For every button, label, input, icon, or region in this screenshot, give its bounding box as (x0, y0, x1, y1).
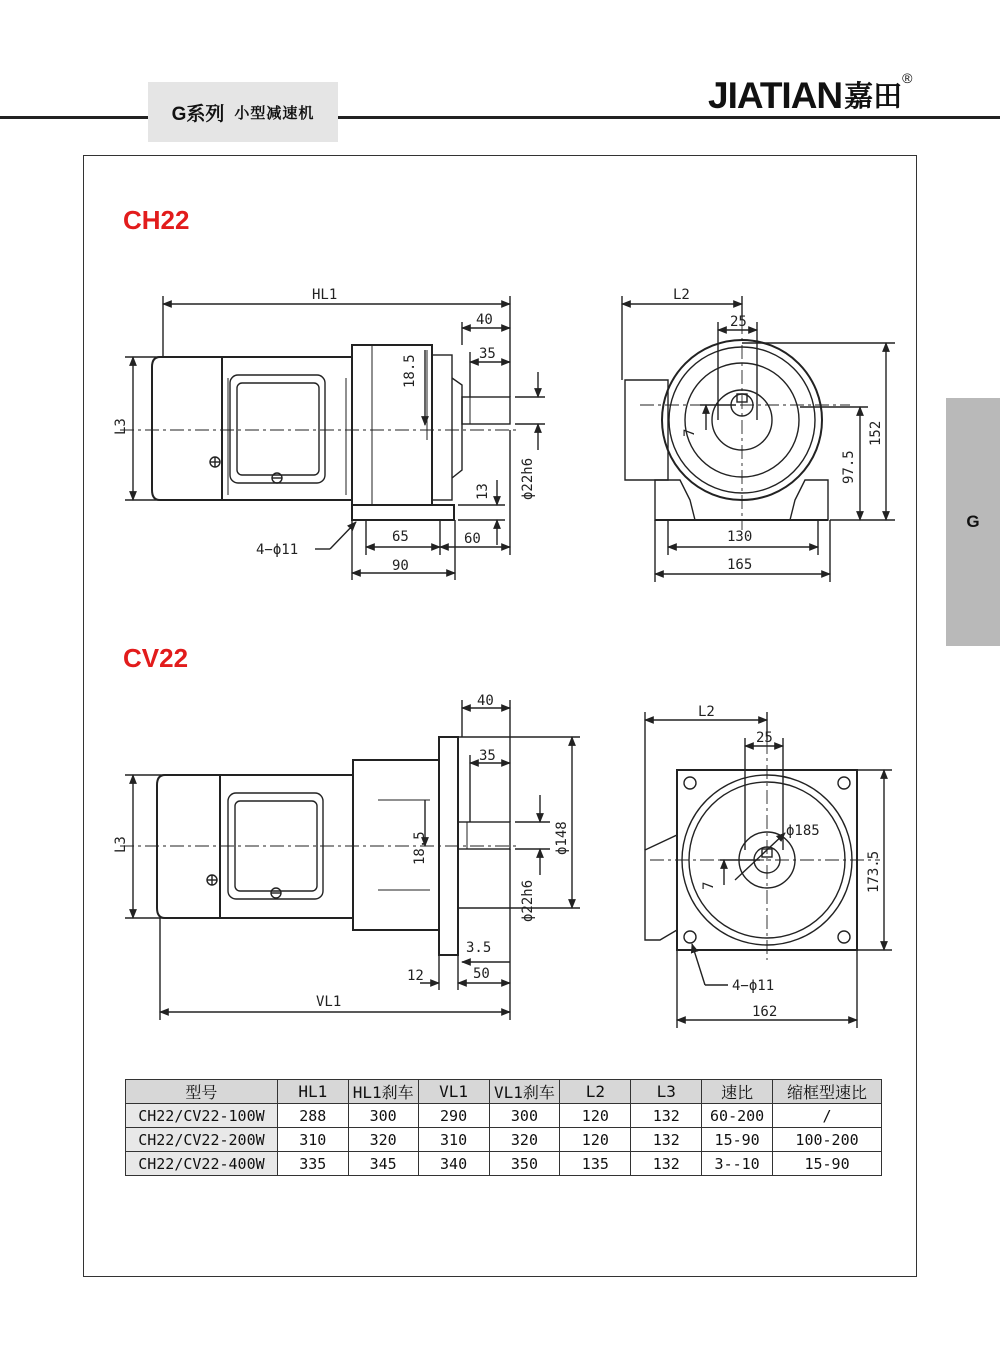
dim-l2: L2 (673, 287, 690, 303)
dim-l2: L2 (698, 704, 715, 720)
dim-13: 13 (475, 483, 491, 500)
table-cell: 3--10 (702, 1152, 773, 1176)
series-name: G系列 (171, 103, 225, 125)
table-cell: 132 (631, 1104, 702, 1128)
dim-7: 7 (701, 881, 717, 890)
table-cell: 310 (418, 1128, 489, 1152)
table-cell: 335 (277, 1152, 348, 1176)
model-title-ch22: CH22 (123, 205, 190, 235)
cv22-side-view (120, 700, 580, 1020)
dim-25: 25 (756, 730, 773, 746)
table-cell: 15-90 (773, 1152, 882, 1176)
dim-vl1: VL1 (316, 994, 342, 1010)
spec-table (125, 1079, 882, 1176)
table-row (126, 1152, 882, 1176)
dim-holes: 4−ϕ11 (256, 542, 299, 558)
dim-l3: L3 (113, 418, 129, 435)
table-cell: 310 (277, 1128, 348, 1152)
table-cell: CH22/CV22-100W (126, 1104, 278, 1128)
section-tab-g[interactable]: G (946, 398, 1000, 646)
table-cell: 300 (348, 1104, 418, 1128)
table-cell: CH22/CV22-400W (126, 1152, 278, 1176)
table-row (126, 1104, 882, 1128)
model-title-cv22: CV22 (123, 643, 189, 673)
table-cell: 100-200 (773, 1128, 882, 1152)
ch22-dimension-labels (113, 287, 884, 574)
dim-162: 162 (752, 1004, 778, 1020)
dim-90: 90 (392, 558, 409, 574)
dim-35: 35 (479, 346, 496, 362)
col-vl1-brake: VL1刹车 (489, 1080, 560, 1104)
table-cell: 320 (348, 1128, 418, 1152)
dim-25: 25 (730, 314, 747, 330)
table-cell: 60-200 (702, 1104, 773, 1128)
col-l3: L3 (631, 1080, 702, 1104)
brand-name-en: JIATIAN (708, 75, 843, 116)
table-cell: 288 (277, 1104, 348, 1128)
table-cell: CH22/CV22-200W (126, 1128, 278, 1152)
col-hl1-brake: HL1刹车 (348, 1080, 418, 1104)
ch22-front-view (622, 296, 895, 582)
table-cell: 132 (631, 1128, 702, 1152)
table-cell: 350 (489, 1152, 560, 1176)
dim-phi148: ϕ148 (554, 821, 570, 855)
table-cell: 345 (348, 1152, 418, 1176)
dim-phi22h6: ϕ22h6 (520, 457, 536, 500)
dim-phi185: ϕ185 (786, 823, 820, 839)
dim-18-5: 18.5 (402, 354, 418, 388)
dim-12: 12 (407, 968, 424, 984)
table-cell: 320 (489, 1128, 560, 1152)
dim-152: 152 (868, 420, 884, 446)
dim-35: 35 (479, 748, 496, 764)
dim-97-5: 97.5 (841, 450, 857, 484)
table-header-row (126, 1080, 882, 1104)
dim-phi22h6: ϕ22h6 (520, 879, 536, 922)
table-row (126, 1128, 882, 1152)
col-l2: L2 (560, 1080, 631, 1104)
dim-50: 50 (473, 966, 490, 982)
table-cell: 120 (560, 1128, 631, 1152)
col-vl1: VL1 (418, 1080, 489, 1104)
table-cell: 340 (418, 1152, 489, 1176)
table-cell: 15-90 (702, 1128, 773, 1152)
col-ratio: 速比 (702, 1080, 773, 1104)
table-cell: 300 (489, 1104, 560, 1128)
table-cell: 132 (631, 1152, 702, 1176)
dim-130: 130 (727, 529, 753, 545)
series-subtitle: 小型减速机 (234, 104, 315, 122)
table-cell: 135 (560, 1152, 631, 1176)
dim-60: 60 (464, 531, 481, 547)
table-cell: 290 (418, 1104, 489, 1128)
col-compact-ratio: 缩框型速比 (773, 1080, 882, 1104)
dim-40: 40 (476, 312, 493, 328)
dim-165: 165 (727, 557, 753, 573)
dim-hl1: HL1 (312, 287, 338, 303)
dim-3-5: 3.5 (466, 940, 492, 956)
table-cell: 120 (560, 1104, 631, 1128)
registered-mark: ® (902, 70, 913, 86)
dim-173-5: 173.5 (866, 850, 882, 893)
table-cell: / (773, 1104, 882, 1128)
dim-18-5: 18.5 (412, 831, 428, 865)
dim-65: 65 (392, 529, 409, 545)
dim-40: 40 (477, 693, 494, 709)
col-hl1: HL1 (277, 1080, 348, 1104)
ch22-side-view (120, 296, 545, 580)
dim-l3: L3 (113, 836, 129, 853)
brand-name-cn: 嘉田 (844, 81, 903, 113)
dim-7: 7 (682, 428, 698, 437)
dim-holes: 4−ϕ11 (732, 978, 775, 994)
col-model: 型号 (126, 1080, 278, 1104)
